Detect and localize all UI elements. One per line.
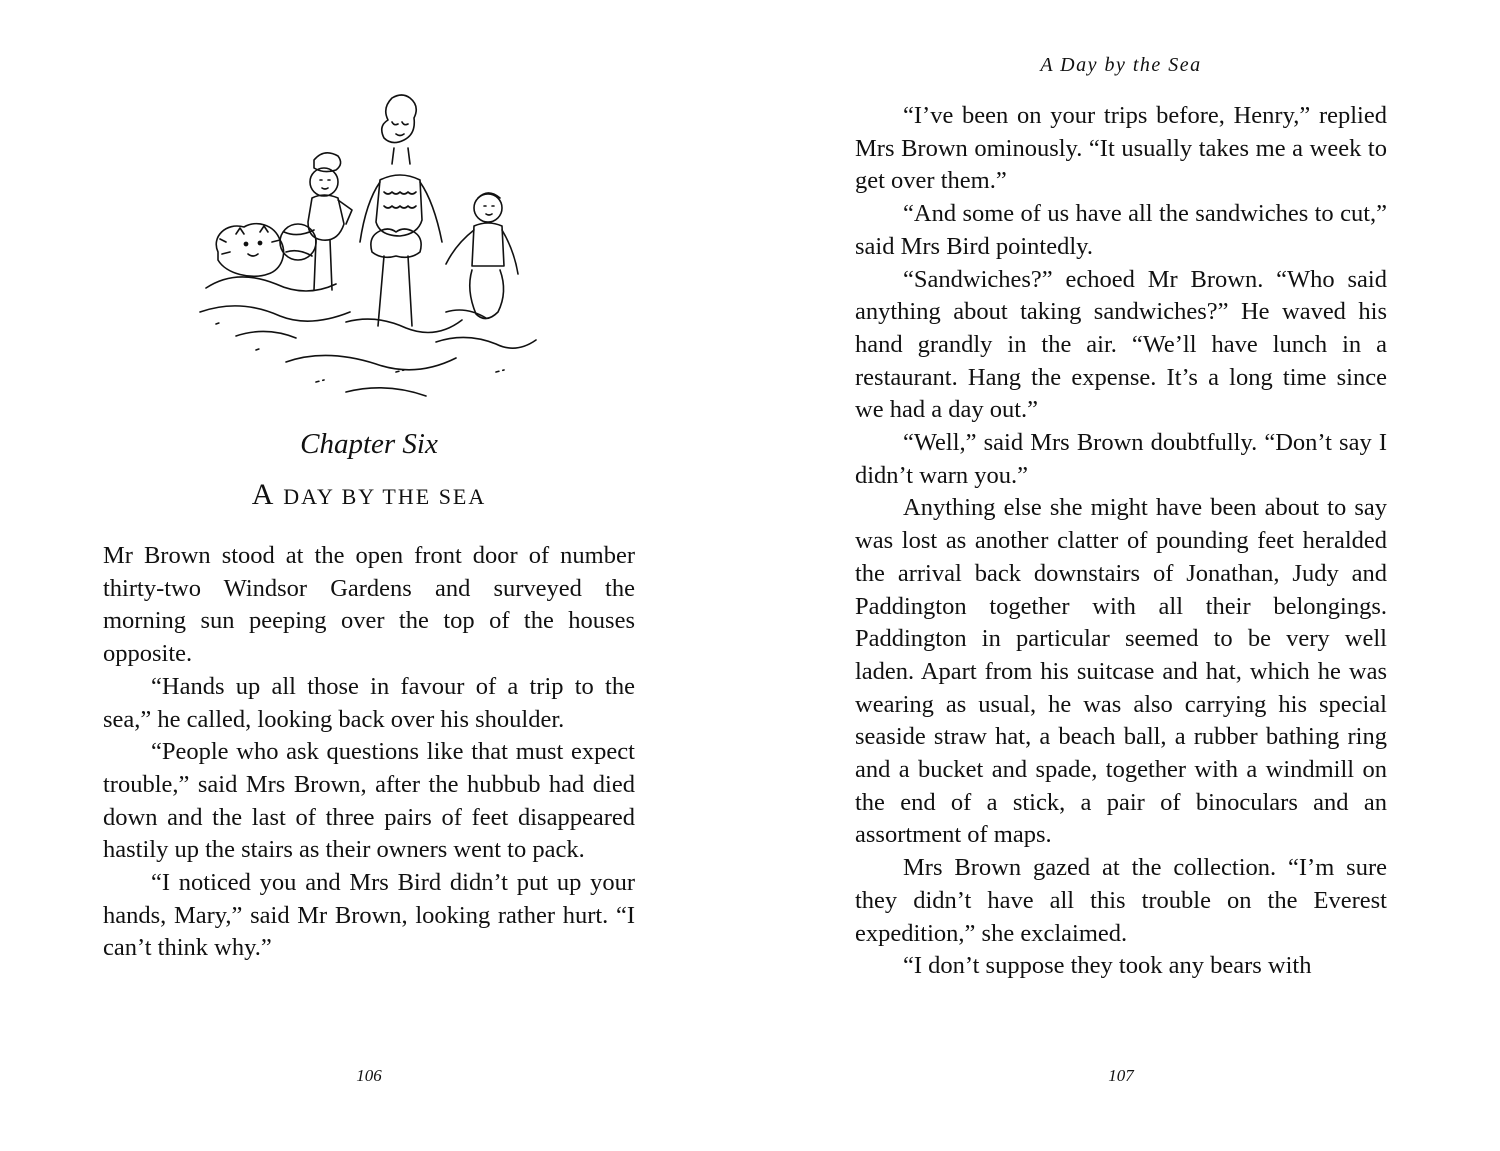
paragraph: “Well,” said Mrs Brown doubtfully. “Don’t say I didn’t warn you.” [855, 429, 1387, 489]
paragraph: “I don’t suppose they took any bears with [903, 952, 1312, 980]
paragraph: Mr Brown stood at the open front door of number thirty-two Windsor Gardens and surveyed the morning sun peeping over the top of the houses opposite. [103, 542, 635, 668]
paragraph: “I’ve been on your trips before, Henry,” replied Mrs Brown ominously. “It usually takes me a week to get over them.” [855, 102, 1387, 195]
chapter-title-initial: A [251, 478, 274, 511]
right-page [750, 0, 1500, 1151]
paragraph: Anything else she might have been about to say was lost as another clatter of pounding feet heralded the arrival back downstairs of Jonathan, Judy and Paddington together with all their belongings. Paddington in particular seemed to be very well laden. Apart from his suitcase and hat, which he was wearing as usual, he was also carrying his special seaside straw hat, a beach ball, a rubber bathing ring and a bucket and spade, together with a windmill on the end of a stick, a pair of binoculars and an assortment of maps. [855, 494, 1387, 849]
right-body-text [855, 100, 1387, 983]
paragraph: Mrs Brown gazed at the collection. “I’m sure they didn’t have all this trouble on the Everest expedition,” she exclaimed. [855, 854, 1387, 947]
page-number: 107 [1108, 1066, 1134, 1085]
page-number: 106 [356, 1066, 382, 1085]
paragraph: “Sandwiches?” echoed Mr Brown. “Who said anything about taking sandwiches?” He waved his hand grandly in the air. “We’ll have lunch in a restaurant. Hang the expense. It’s a long time since we had a day out.” [855, 265, 1387, 424]
chapter-illustration [196, 92, 550, 402]
paragraph: “And some of us have all the sandwiches to cut,” said Mrs Bird pointedly. [855, 200, 1387, 260]
chapter-title-rest: DAY BY THE SEA [283, 484, 487, 509]
running-head: A Day by the Sea [1040, 54, 1202, 76]
left-body-text [103, 540, 635, 965]
chapter-label: Chapter Six [300, 428, 438, 460]
chapter-title [103, 474, 635, 518]
paragraph: “People who ask questions like that must expect trouble,” said Mrs Brown, after the hubbub had died down and the last of three pairs of feet disappeared hastily up the stairs as their owners went to pack. [103, 738, 635, 864]
paragraph: “Hands up all those in favour of a trip to the sea,” he called, looking back over his shoulder. [103, 672, 635, 733]
paragraph: “I noticed you and Mrs Bird didn’t put up your hands, Mary,” said Mr Brown, looking rather hurt. “I can’t think why.” [103, 869, 635, 962]
